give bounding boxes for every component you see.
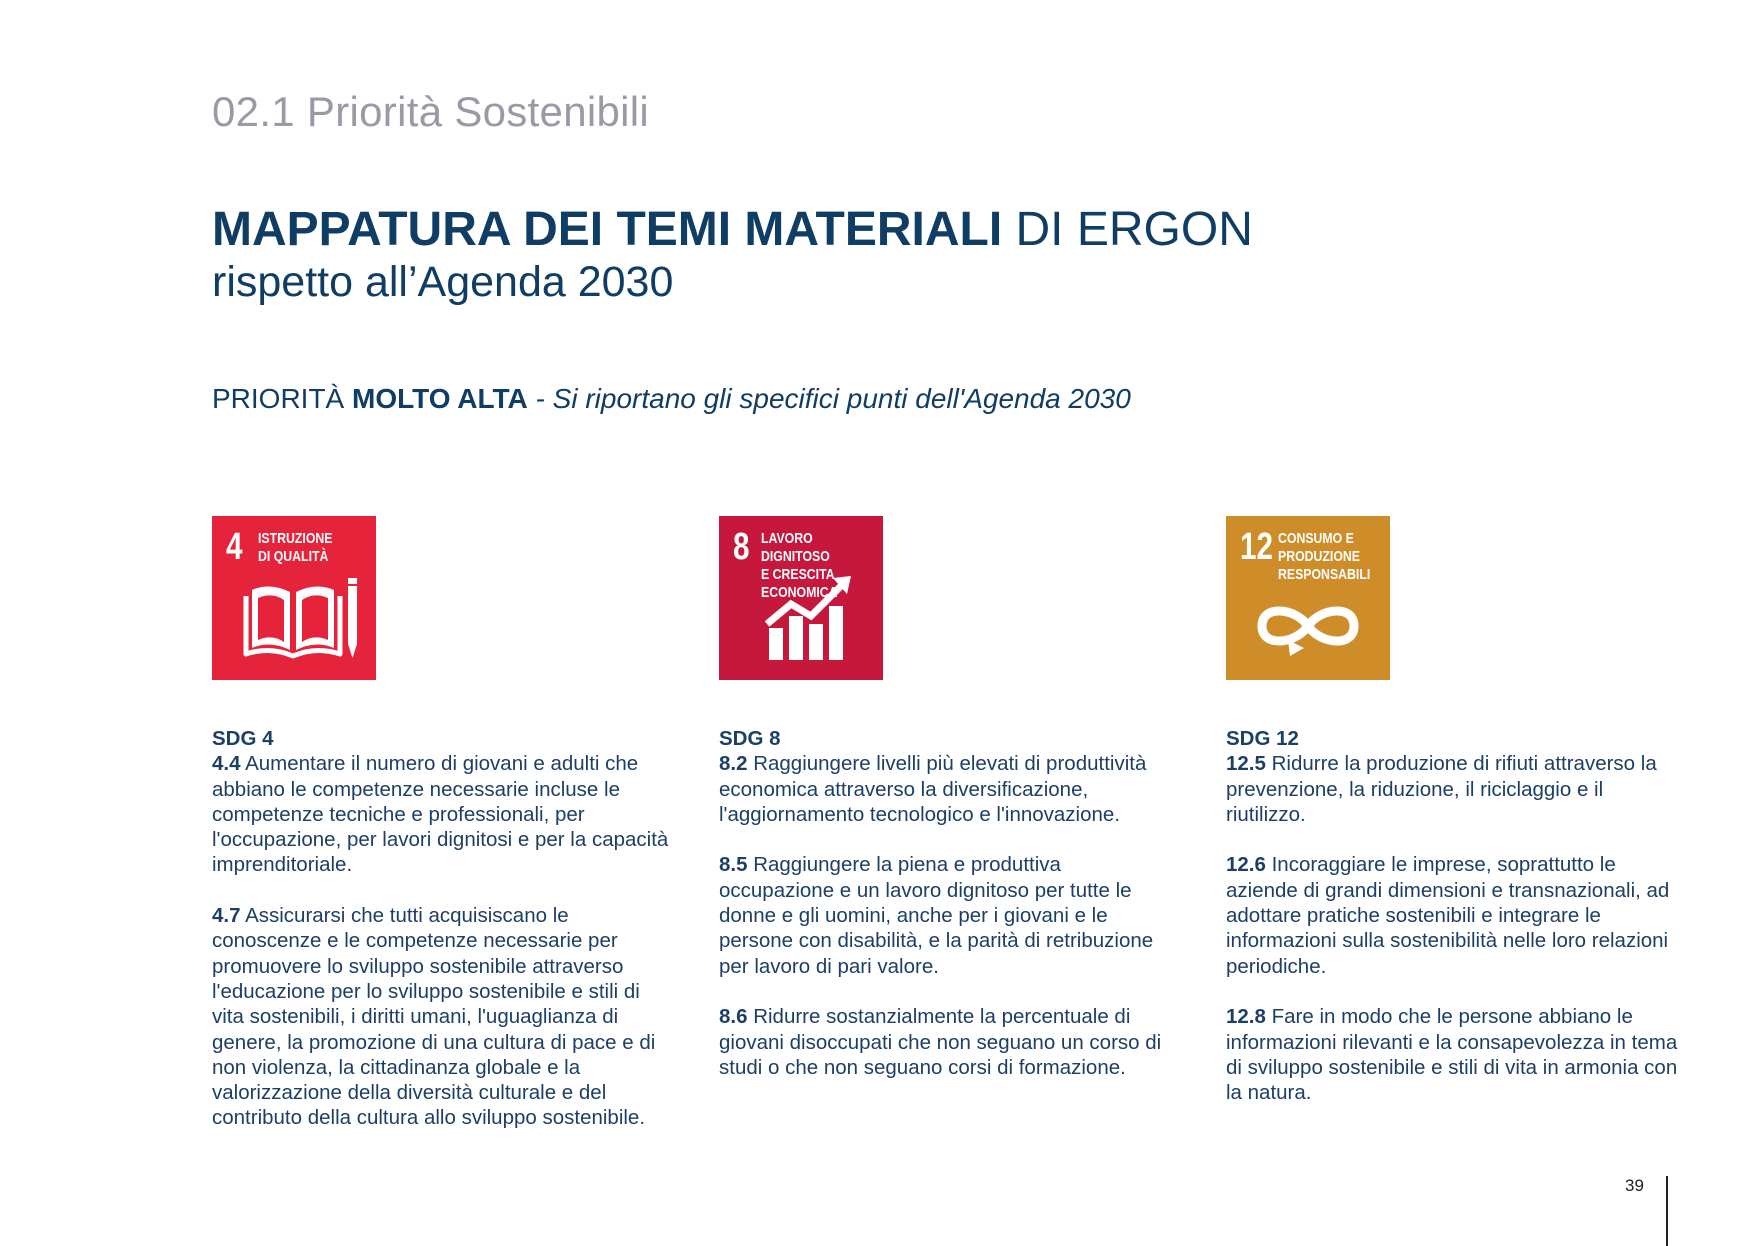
target-4-7: 4.7 Assicurarsi che tutti acquisiscano le conoscenze e le competenze necessarie per promuovere lo sviluppo sostenibile attraverso l'educazione per lo sviluppo sostenibile e stili di vita sostenibili, i diritti umani, l'uguaglianza di genere, la promozione di una cultura di pace e di non violenza, la cittadinanza globale e la valorizzazione della diversità culturale e del contributo della cultura allo sviluppo sostenibile. bbox=[212, 904, 656, 1130]
page-rule bbox=[1666, 1176, 1668, 1246]
title-regular: DI ERGON bbox=[1002, 203, 1253, 256]
target-4-4: 4.4 Aumentare il numero di giovani e adulti che abbiano le competenze necessarie incluse le competenze tecniche e professionali, per l'occupazione, per lavori dignitosi e per la capacità imprenditoriale. bbox=[212, 752, 669, 877]
sdg-8-tile bbox=[719, 516, 883, 680]
target-12-5: 12.5 Ridurre la produzione di rifiuti attraverso la prevenzione, la riduzione, il riciclaggio e il riutilizzo. bbox=[1226, 752, 1657, 826]
sdg-4-tile-number: 4 bbox=[226, 526, 243, 568]
priority-prefix: PRIORITÀ bbox=[212, 383, 353, 414]
target-8-2: 8.2 Raggiungere livelli più elevati di produttività economica attraverso la diversificazione, l'aggiornamento tecnologico e l'innovazione. bbox=[719, 752, 1147, 826]
sdg-4-content bbox=[212, 726, 672, 1131]
sdg-4-tile-name: ISTRUZIONE DI QUALITÀ bbox=[258, 530, 333, 565]
sdg-column-8 bbox=[719, 516, 1179, 1105]
page-subtitle: rispetto all’Agenda 2030 bbox=[212, 258, 674, 306]
target-8-5: 8.5 Raggiungere la piena e produttiva occupazione e un lavoro dignitoso per tutte le donne e gli uomini, anche per i giovani e le persone con disabilità, e la parità di retribuzione per lavoro di pari valore. bbox=[719, 853, 1154, 978]
open-book-pencil-icon bbox=[212, 516, 376, 680]
priority-level: MOLTO ALTA bbox=[352, 383, 528, 414]
section-label: 02.1 Priorità Sostenibili bbox=[212, 88, 650, 135]
sdg-12-tile-number: 12 bbox=[1240, 526, 1273, 568]
sdg-column-12 bbox=[1226, 516, 1686, 1131]
sdg-8-content bbox=[719, 726, 1179, 1080]
target-8-6: 8.6 Ridurre sostanzialmente la percentuale di giovani disoccupati che non seguano un corso di studi o che non seguano corsi di formazione. bbox=[719, 1005, 1162, 1079]
priority-note: - Si riportano gli specifici punti dell'Agenda 2030 bbox=[527, 383, 1131, 414]
title-bold: MAPPATURA DEI TEMI MATERIALI bbox=[212, 203, 1003, 256]
page-number: 39 bbox=[1625, 1176, 1644, 1195]
sdg-12-heading: SDG 12 bbox=[1226, 727, 1299, 750]
sdg-12-content bbox=[1226, 726, 1686, 1105]
sdg-4-tile bbox=[212, 516, 376, 680]
sdg-4-heading: SDG 4 bbox=[212, 727, 274, 750]
target-12-6: 12.6 Incoraggiare le imprese, soprattutto le aziende di grandi dimensioni e transnazionali, ad adottare pratiche sostenibili e integrare le informazioni sulla sostenibilità nelle loro relazioni periodiche. bbox=[1226, 853, 1670, 978]
page-title bbox=[212, 202, 1253, 257]
priority-line bbox=[212, 383, 1131, 415]
sdg-8-tile-number: 8 bbox=[733, 526, 750, 568]
target-12-8: 12.8 Fare in modo che le persone abbiano le informazioni rilevanti e la consapevolezza in tema di sviluppo sostenibile e stili di vita in armonia con la natura. bbox=[1226, 1005, 1678, 1105]
sdg-12-tile bbox=[1226, 516, 1390, 680]
sdg-12-tile-name: CONSUMO E PRODUZIONE RESPONSABILI bbox=[1278, 530, 1371, 583]
sdg-8-heading: SDG 8 bbox=[719, 727, 781, 750]
sdg-column-4 bbox=[212, 516, 672, 1156]
sdg-8-tile-name: LAVORO DIGNITOSO E CRESCITA ECONOMICA bbox=[761, 530, 838, 601]
infinity-loop-icon bbox=[1226, 516, 1390, 680]
growth-bar-chart-icon bbox=[719, 516, 883, 680]
